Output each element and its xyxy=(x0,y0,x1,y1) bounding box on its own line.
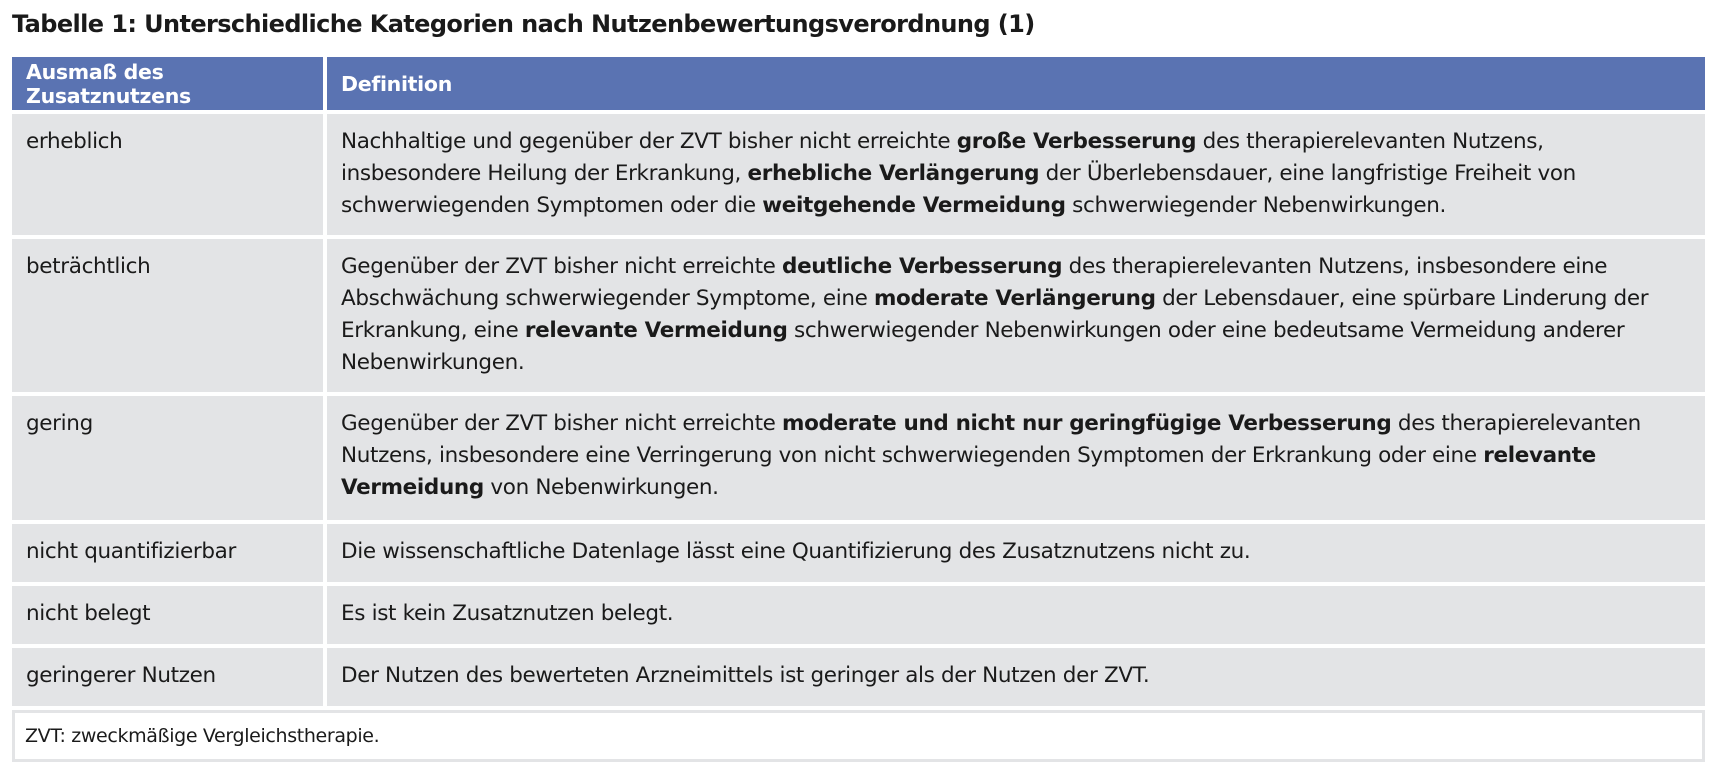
definition-text: schwerwiegender Nebenwirkungen. xyxy=(1065,193,1447,218)
definition-text: Gegenüber der ZVT bisher nicht erreichte xyxy=(341,411,783,436)
table-row xyxy=(12,239,1705,392)
table-row xyxy=(12,396,1705,520)
benefit-categories-table xyxy=(8,53,1709,766)
definition-emphasis: deutliche Verbesserung xyxy=(782,254,1063,279)
definition-text: der Überlebensdauer, eine langfristige Freiheit von schwerwiegenden Symptomen oder die xyxy=(341,161,1576,218)
table-header-row xyxy=(12,57,1705,110)
table-row xyxy=(12,648,1705,706)
category-cell: erheblich xyxy=(12,114,323,235)
column-header-extent: Ausmaß des Zusatznutzens xyxy=(12,57,323,110)
definition-text: des therapierelevanten Nutzens, insbesondere eine Verringerung von nicht schwerwiegenden Symptomen der Erkrankung oder eine xyxy=(341,411,1641,468)
definition-text: Nachhaltige und gegenüber der ZVT bisher nicht erreichte xyxy=(341,129,957,154)
definition-emphasis: erhebliche Verlängerung xyxy=(747,161,1040,186)
definition-cell: Es ist kein Zusatznutzen belegt. xyxy=(327,586,1705,644)
definition-emphasis: moderate und nicht nur geringfügige Verbesserung xyxy=(782,411,1392,436)
definition-cell xyxy=(327,239,1705,392)
definition-emphasis: große Verbesserung xyxy=(956,129,1197,154)
table-footnote: ZVT: zweckmäßige Vergleichstherapie. xyxy=(12,710,1705,762)
category-cell: beträchtlich xyxy=(12,239,323,392)
definition-cell: Die wissenschaftliche Datenlage lässt eine Quantifizierung des Zusatznutzens nicht zu. xyxy=(327,524,1705,582)
table-row xyxy=(12,114,1705,235)
category-cell: geringerer Nutzen xyxy=(12,648,323,706)
definition-cell xyxy=(327,396,1705,520)
definition-text: des therapierelevanten Nutzens, insbesondere Heilung der Erkrankung, xyxy=(341,129,1544,186)
definition-text: von Nebenwirkungen. xyxy=(483,475,719,500)
definition-emphasis: relevante Vermeidung xyxy=(524,318,788,343)
definition-emphasis: relevante Vermeidung xyxy=(341,443,1596,500)
definition-emphasis: weitgehende Vermeidung xyxy=(762,193,1066,218)
definition-text: des therapierelevanten Nutzens, insbesondere eine Abschwächung schwerwiegender Symptome, eine xyxy=(341,254,1608,311)
footnote-row xyxy=(12,710,1705,762)
category-cell: nicht quantifizierbar xyxy=(12,524,323,582)
category-cell: nicht belegt xyxy=(12,586,323,644)
definition-text: schwerwiegender Nebenwirkungen oder eine bedeutsame Vermeidung anderer Nebenwirkungen. xyxy=(341,318,1625,375)
definition-cell xyxy=(327,114,1705,235)
column-header-definition: Definition xyxy=(327,57,1705,110)
table-title: Tabelle 1: Unterschiedliche Kategorien nach Nutzenbewertungsverordnung (1) xyxy=(12,10,1035,38)
definition-text: Gegenüber der ZVT bisher nicht erreichte xyxy=(341,254,783,279)
table-row xyxy=(12,524,1705,582)
category-cell: gering xyxy=(12,396,323,520)
definition-text: der Lebensdauer, eine spürbare Linderung der Erkrankung, eine xyxy=(341,286,1649,343)
definition-cell: Der Nutzen des bewerteten Arzneimittels ist geringer als der Nutzen der ZVT. xyxy=(327,648,1705,706)
table-row xyxy=(12,586,1705,644)
definition-emphasis: moderate Verlängerung xyxy=(873,286,1156,311)
